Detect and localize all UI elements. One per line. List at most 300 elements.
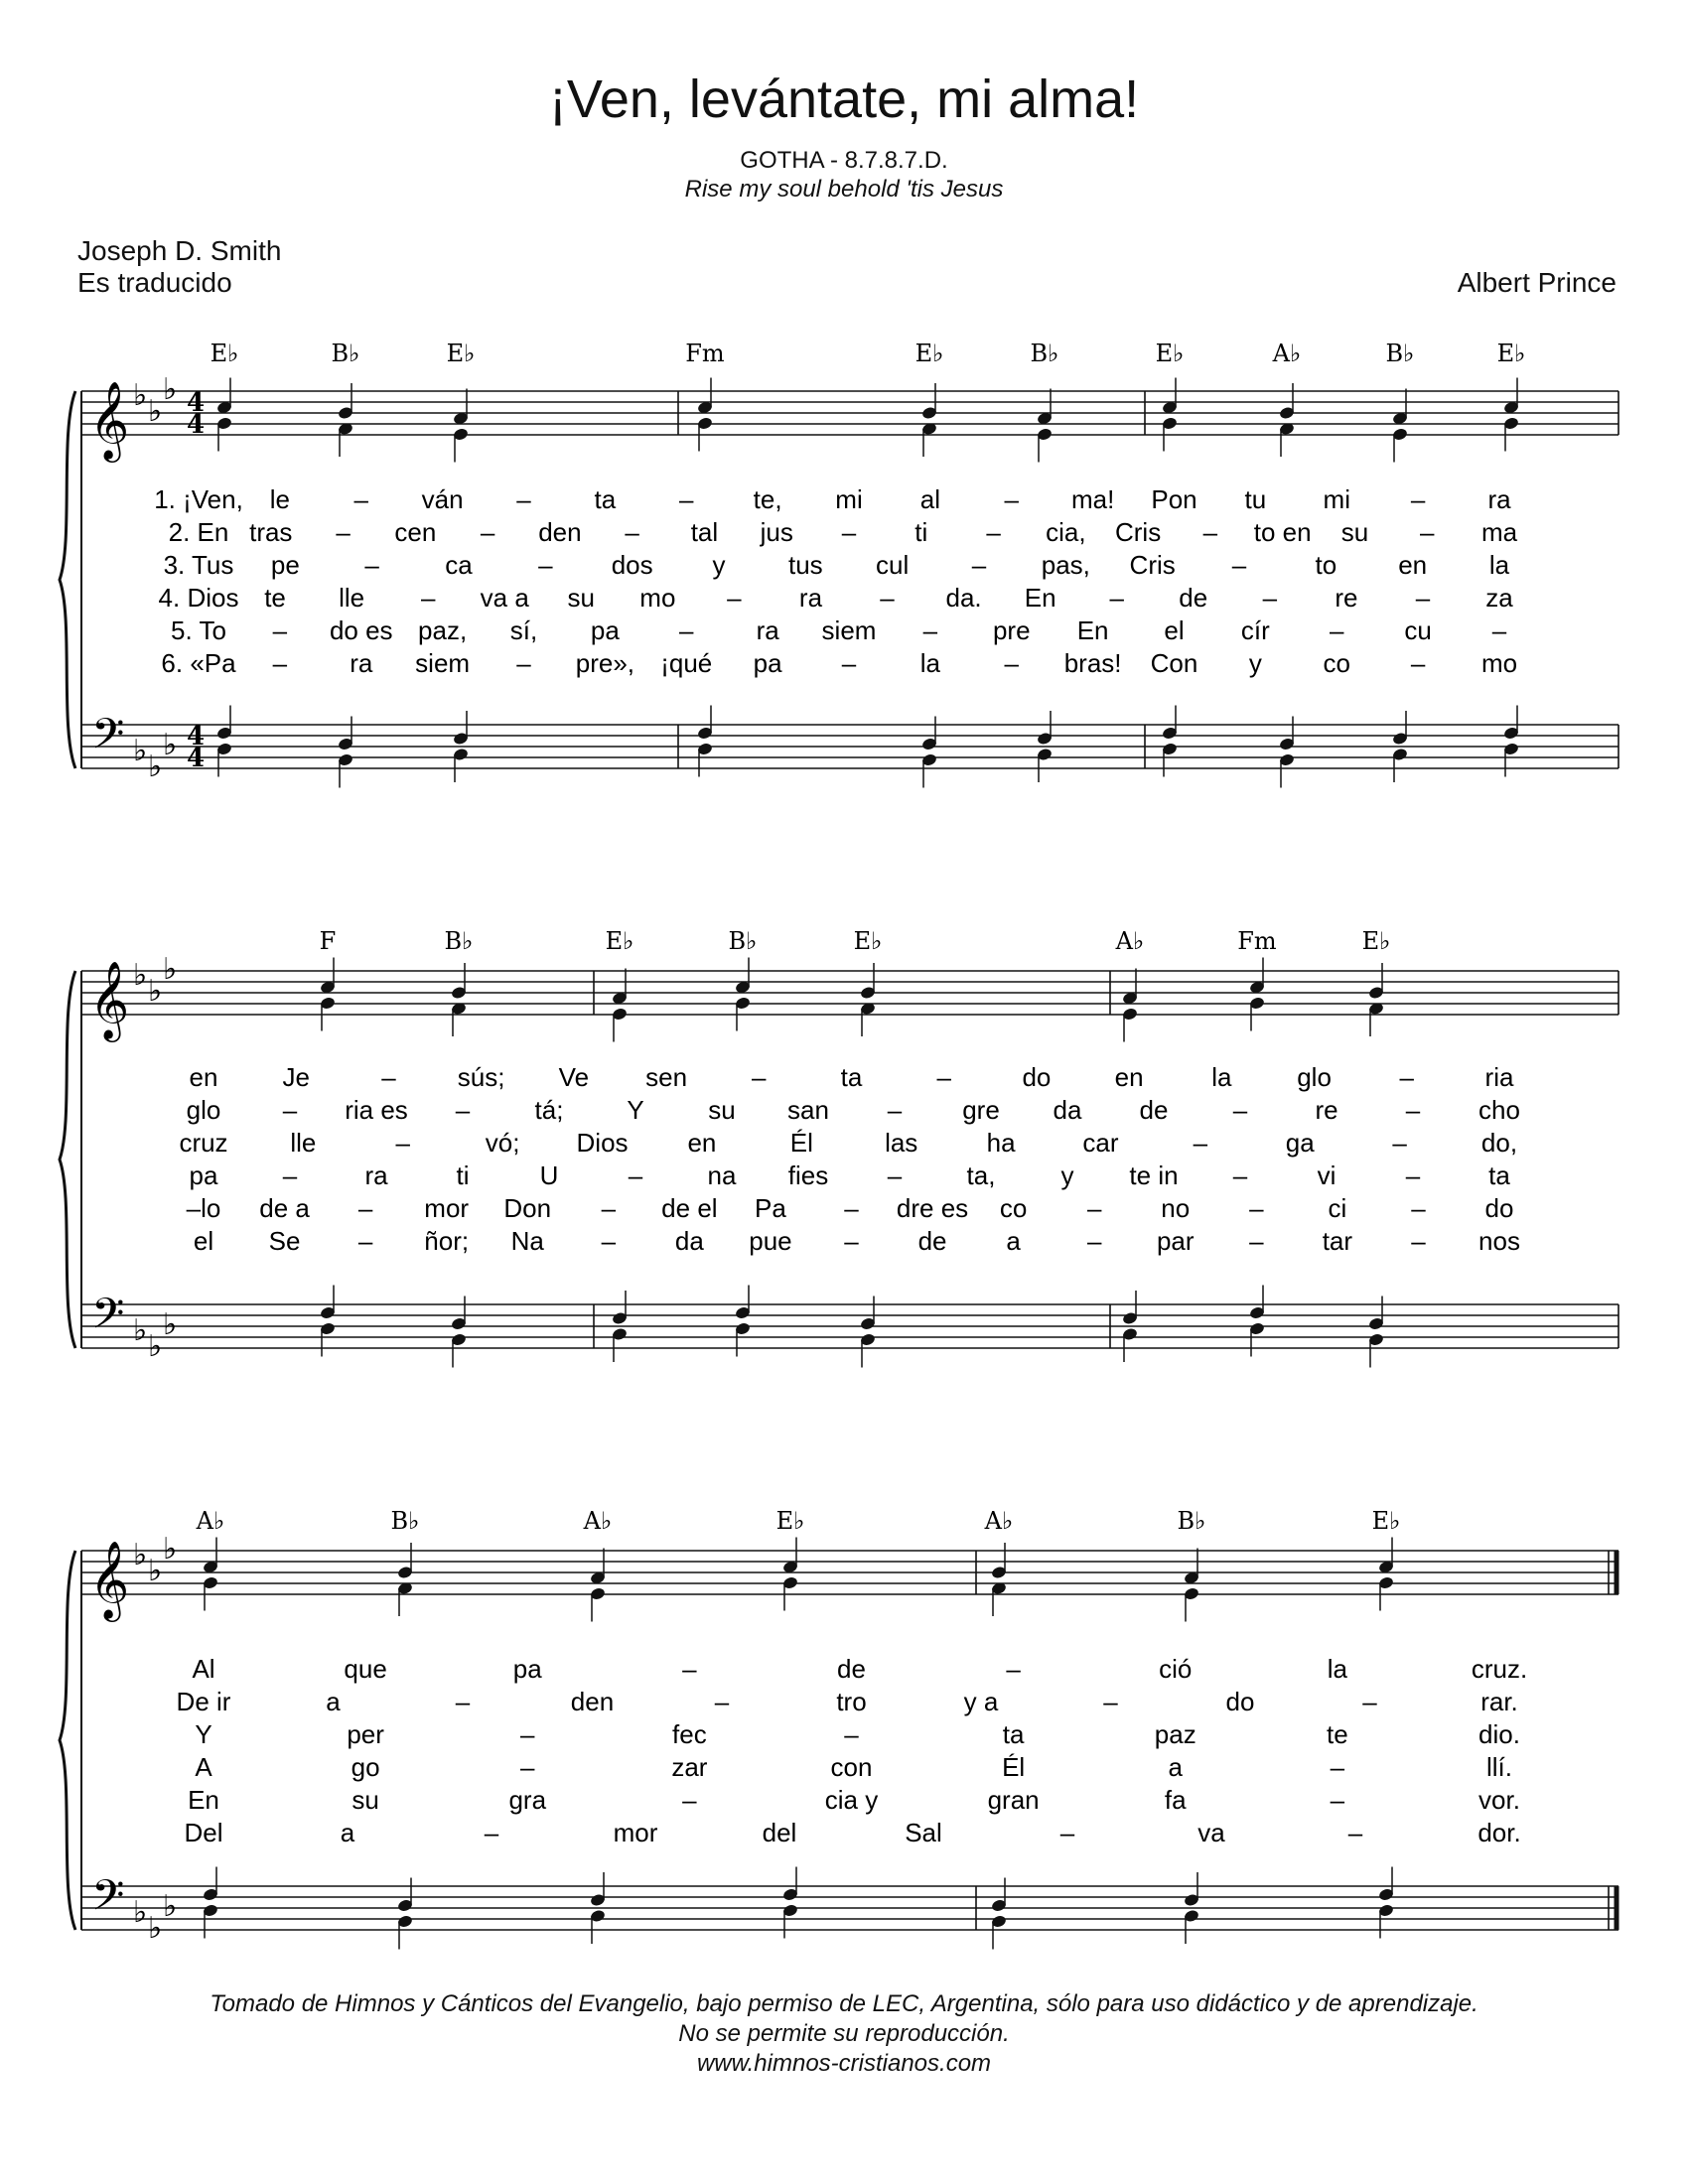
lyric-syllable: no bbox=[1161, 1193, 1191, 1223]
lyric-hyphen: – bbox=[1405, 1160, 1421, 1190]
lyric-syllable: den bbox=[570, 1687, 615, 1716]
flat-sign: ♭ bbox=[133, 378, 148, 413]
lyric-hyphen: – bbox=[1231, 550, 1247, 580]
lyric-hyphen: – bbox=[420, 583, 436, 613]
lyric-syllable: ra bbox=[756, 615, 779, 645]
lyric-syllable: mor bbox=[613, 1818, 658, 1847]
lyric-syllable: Y bbox=[627, 1095, 644, 1125]
lyric-syllable: mi bbox=[1323, 484, 1350, 514]
lyric-hyphen: – bbox=[381, 1062, 396, 1092]
lyric-hyphen: – bbox=[682, 1785, 697, 1815]
lyric-syllable: te bbox=[264, 583, 286, 613]
lyric-syllable: y a bbox=[963, 1687, 999, 1716]
chord-symbol: E♭ bbox=[1155, 340, 1185, 367]
lyric-syllable: tu bbox=[1244, 484, 1267, 514]
flat-sign: ♭ bbox=[163, 1532, 178, 1567]
chord-symbol: B♭ bbox=[331, 340, 360, 367]
lyric-syllable: co bbox=[999, 1193, 1028, 1223]
lyric-syllable: pre», bbox=[575, 648, 635, 678]
lyric-syllable: do bbox=[1022, 1062, 1052, 1092]
lyric-syllable: ta bbox=[1488, 1160, 1510, 1190]
lyric-hyphen: – bbox=[1202, 517, 1218, 547]
lyric-syllable: vi bbox=[1317, 1160, 1336, 1190]
lyric-syllable: siem bbox=[821, 615, 877, 645]
lyric-hyphen: – bbox=[1411, 1226, 1426, 1256]
lyric-syllable: pue bbox=[749, 1226, 792, 1256]
lyric-hyphen: – bbox=[727, 583, 742, 613]
lyric-syllable: Don bbox=[503, 1193, 552, 1223]
lyric-hyphen: – bbox=[1232, 1095, 1248, 1125]
lyric-hyphen: – bbox=[887, 1160, 903, 1190]
lyric-hyphen: – bbox=[357, 1193, 373, 1223]
lyric-syllable: mor bbox=[424, 1193, 470, 1223]
lyric-syllable: cír bbox=[1240, 615, 1270, 645]
lyric-syllable: su bbox=[708, 1095, 736, 1125]
lyric-hyphen: – bbox=[1410, 648, 1426, 678]
bass-clef: 𝄢 bbox=[91, 1290, 125, 1349]
lyric-hyphen: – bbox=[1347, 1818, 1363, 1847]
lyric-syllable: mo bbox=[639, 583, 676, 613]
lyric-syllable: en bbox=[189, 1062, 218, 1092]
chord-symbol: F bbox=[319, 927, 337, 955]
chord-symbol: A♭ bbox=[1115, 927, 1145, 955]
lyric-syllable: Cris bbox=[1129, 550, 1176, 580]
translation-note: Es traducido bbox=[77, 267, 232, 298]
lyric-syllable: den bbox=[538, 517, 582, 547]
lyric-hyphen: – bbox=[844, 1193, 859, 1223]
lyric-syllable: te, bbox=[753, 484, 782, 514]
lyric-syllable: cruz bbox=[179, 1128, 228, 1158]
lyric-syllable: –lo bbox=[186, 1193, 221, 1223]
chord-symbol: B♭ bbox=[1030, 340, 1059, 367]
lyric-syllable: re bbox=[1315, 1095, 1338, 1125]
lyric-syllable: a bbox=[1168, 1752, 1183, 1782]
lyric-syllable: do bbox=[1225, 1687, 1255, 1716]
lyric-syllable: siem bbox=[415, 648, 471, 678]
lyric-hyphen: – bbox=[936, 1062, 951, 1092]
lyric-hyphen: – bbox=[1086, 1226, 1102, 1256]
lyric-syllable: na bbox=[707, 1160, 737, 1190]
lyric-syllable: pa bbox=[753, 648, 782, 678]
lyric-syllable: car bbox=[1082, 1128, 1119, 1158]
chord-symbol: Fm bbox=[1237, 927, 1277, 955]
chord-symbol: E♭ bbox=[853, 927, 883, 955]
lyric-syllable: ¡qué bbox=[660, 648, 713, 678]
lyric-syllable: En bbox=[1076, 615, 1109, 645]
tune-name: GOTHA - 8.7.8.7.D. bbox=[740, 147, 948, 174]
lyric-hyphen: – bbox=[395, 1128, 411, 1158]
lyric-syllable: U bbox=[539, 1160, 559, 1190]
lyric-syllable: paz bbox=[1154, 1719, 1196, 1749]
lyric-hyphen: – bbox=[1399, 1062, 1415, 1092]
system-brace bbox=[60, 971, 75, 1348]
lyric-hyphen: – bbox=[364, 550, 379, 580]
lyric-hyphen: – bbox=[336, 517, 351, 547]
lyric-syllable: da bbox=[1053, 1095, 1082, 1125]
time-signature-numerator: 4 bbox=[187, 722, 206, 751]
system-brace bbox=[60, 391, 75, 768]
treble-staff bbox=[81, 971, 1618, 1015]
lyric-syllable: las bbox=[885, 1128, 918, 1158]
lyric-syllable: ti bbox=[914, 517, 928, 547]
lyric-hyphen: – bbox=[1004, 648, 1019, 678]
lyric-syllable: pa bbox=[590, 615, 620, 645]
lyric-syllable: nos bbox=[1478, 1226, 1520, 1256]
treble-clef: 𝄞 bbox=[89, 1541, 130, 1619]
flat-sign: ♭ bbox=[163, 952, 178, 987]
lyric-syllable: Se bbox=[268, 1226, 301, 1256]
lyric-hyphen: – bbox=[922, 615, 938, 645]
lyric-syllable: gra bbox=[508, 1785, 547, 1815]
lyric-syllable: ra bbox=[350, 648, 373, 678]
lyric-syllable: cia, bbox=[1046, 517, 1086, 547]
lyric-syllable: cia y bbox=[824, 1785, 879, 1815]
author: Joseph D. Smith bbox=[77, 235, 282, 266]
lyric-syllable: per bbox=[347, 1719, 384, 1749]
lyric-syllable: lle bbox=[339, 583, 365, 613]
lyric-syllable: su bbox=[1340, 517, 1369, 547]
flat-sign: ♭ bbox=[148, 1911, 163, 1946]
lyric-hyphen: – bbox=[1362, 1687, 1377, 1716]
lyric-syllable: paz, bbox=[418, 615, 468, 645]
lyric-syllable: la bbox=[1488, 550, 1510, 580]
lyric-syllable: cho bbox=[1478, 1095, 1520, 1125]
lyric-syllable: tus bbox=[787, 550, 823, 580]
lyric-hyphen: – bbox=[841, 648, 857, 678]
treble-staff bbox=[81, 391, 1618, 435]
lyric-syllable: ha bbox=[986, 1128, 1016, 1158]
lyric-hyphen: – bbox=[1262, 583, 1278, 613]
lyric-hyphen: – bbox=[1419, 517, 1435, 547]
lyric-syllable: de a bbox=[259, 1193, 310, 1223]
hymn-title: ¡Ven, levántate, mi alma! bbox=[548, 69, 1140, 129]
lyric-hyphen: – bbox=[282, 1095, 298, 1125]
lyric-syllable: cu bbox=[1404, 615, 1432, 645]
bass-clef: 𝄢 bbox=[91, 710, 125, 769]
lyric-syllable: te bbox=[1327, 1719, 1348, 1749]
lyric-syllable: dre es bbox=[896, 1193, 969, 1223]
lyric-syllable: de bbox=[1179, 583, 1208, 613]
lyric-hyphen: – bbox=[516, 648, 531, 678]
lyric-syllable: 4. Dios bbox=[158, 583, 239, 613]
lyric-hyphen: – bbox=[1411, 1193, 1426, 1223]
chord-symbol: E♭ bbox=[210, 340, 239, 367]
lyric-syllable: su bbox=[567, 583, 596, 613]
footer-copyright-note: No se permite su reproducción. bbox=[678, 2020, 1010, 2047]
lyric-syllable: ci bbox=[1328, 1193, 1347, 1223]
lyric-syllable: cruz. bbox=[1471, 1654, 1528, 1684]
lyric-syllable: va bbox=[1197, 1818, 1225, 1847]
lyric-syllable: do es bbox=[329, 615, 393, 645]
lyric-hyphen: – bbox=[844, 1226, 859, 1256]
lyric-syllable: con bbox=[830, 1752, 873, 1782]
lyric-syllable: fa bbox=[1164, 1785, 1187, 1815]
lyric-syllable: pre bbox=[992, 615, 1031, 645]
lyric-hyphen: – bbox=[714, 1687, 730, 1716]
flat-sign: ♭ bbox=[148, 394, 163, 429]
flat-sign: ♭ bbox=[163, 372, 178, 407]
lyric-syllable: ció bbox=[1159, 1654, 1193, 1684]
lyric-hyphen: – bbox=[455, 1687, 471, 1716]
flat-sign: ♭ bbox=[148, 1329, 163, 1364]
chord-symbol: A♭ bbox=[984, 1507, 1014, 1535]
lyric-syllable: al bbox=[919, 484, 940, 514]
lyric-syllable: ria bbox=[1484, 1062, 1514, 1092]
lyric-hyphen: – bbox=[679, 615, 694, 645]
lyric-syllable: cul bbox=[876, 550, 910, 580]
lyric-syllable: su bbox=[352, 1785, 379, 1815]
lyric-syllable: te in bbox=[1129, 1160, 1179, 1190]
lyric-syllable: gre bbox=[962, 1095, 1000, 1125]
lyric-hyphen: – bbox=[1232, 1160, 1248, 1190]
lyric-syllable: ti bbox=[456, 1160, 470, 1190]
lyric-syllable: el bbox=[1164, 615, 1185, 645]
lyric-syllable: en bbox=[687, 1128, 717, 1158]
chord-symbol: A♭ bbox=[196, 1507, 225, 1535]
chord-symbol: B♭ bbox=[390, 1507, 420, 1535]
lyric-syllable: la bbox=[1327, 1654, 1347, 1684]
lyric-syllable: llí. bbox=[1486, 1752, 1512, 1782]
original-title: Rise my soul behold 'tis Jesus bbox=[684, 176, 1004, 203]
chord-symbol: A♭ bbox=[583, 1507, 613, 1535]
lyric-hyphen: – bbox=[357, 1226, 373, 1256]
chord-symbol: E♭ bbox=[446, 340, 476, 367]
lyric-syllable: Al bbox=[192, 1654, 215, 1684]
lyric-syllable: mi bbox=[835, 484, 863, 514]
time-signature-numerator: 4 bbox=[187, 388, 206, 418]
composer: Albert Prince bbox=[1457, 267, 1617, 298]
lyric-hyphen: – bbox=[625, 517, 639, 547]
lyric-syllable: Na bbox=[510, 1226, 544, 1256]
lyric-syllable: co bbox=[1323, 648, 1350, 678]
lyric-syllable: ca bbox=[445, 550, 473, 580]
lyric-hyphen: – bbox=[601, 1226, 617, 1256]
lyric-syllable: Él bbox=[789, 1128, 813, 1158]
lyric-hyphen: – bbox=[1392, 1128, 1407, 1158]
chord-symbol: B♭ bbox=[1385, 340, 1415, 367]
lyric-syllable: dor. bbox=[1477, 1818, 1521, 1847]
lyric-syllable: Dios bbox=[576, 1128, 629, 1158]
time-signature-denominator: 4 bbox=[187, 410, 206, 440]
lyric-syllable: za bbox=[1485, 583, 1513, 613]
lyric-syllable: tar bbox=[1322, 1226, 1353, 1256]
lyric-syllable: En bbox=[188, 1785, 219, 1815]
lyric-syllable: y bbox=[712, 550, 726, 580]
lyric-hyphen: – bbox=[601, 1193, 617, 1223]
flat-sign: ♭ bbox=[163, 1307, 178, 1342]
lyric-syllable: glo bbox=[1297, 1062, 1332, 1092]
lyric-syllable: y bbox=[1060, 1160, 1074, 1190]
lyric-hyphen: – bbox=[1330, 1752, 1345, 1782]
lyric-syllable: to bbox=[1315, 550, 1337, 580]
lyric-syllable: cen bbox=[394, 517, 437, 547]
chord-symbol: B♭ bbox=[444, 927, 474, 955]
chord-symbol: B♭ bbox=[1177, 1507, 1206, 1535]
lyric-syllable: De ir bbox=[176, 1687, 231, 1716]
lyric-hyphen: – bbox=[484, 1818, 499, 1847]
lyric-syllable: ra bbox=[364, 1160, 388, 1190]
time-signature-denominator: 4 bbox=[187, 744, 206, 773]
lyric-syllable: re bbox=[1335, 583, 1358, 613]
chord-symbol: E♭ bbox=[1496, 340, 1526, 367]
lyric-syllable: da bbox=[674, 1226, 704, 1256]
lyric-syllable: ta bbox=[594, 484, 617, 514]
lyric-syllable: del bbox=[762, 1818, 797, 1847]
lyric-hyphen: – bbox=[986, 517, 1001, 547]
lyric-syllable: Je bbox=[282, 1062, 310, 1092]
lyric-syllable: va a bbox=[480, 583, 529, 613]
lyric-syllable: de el bbox=[661, 1193, 718, 1223]
lyric-syllable: vó; bbox=[485, 1128, 520, 1158]
lyric-syllable: bras! bbox=[1063, 648, 1122, 678]
lyric-hyphen: – bbox=[516, 484, 531, 514]
lyric-syllable: a bbox=[1006, 1226, 1021, 1256]
lyric-hyphen: – bbox=[520, 1752, 535, 1782]
lyric-syllable: sen bbox=[645, 1062, 688, 1092]
lyric-syllable: ma! bbox=[1070, 484, 1115, 514]
lyric-syllable: da. bbox=[945, 583, 982, 613]
footer-website[interactable]: www.himnos-cristianos.com bbox=[696, 2050, 992, 2077]
lyric-syllable: 3. Tus bbox=[163, 550, 234, 580]
lyric-hyphen: – bbox=[1059, 1818, 1075, 1847]
lyric-syllable: Del bbox=[184, 1818, 223, 1847]
lyric-syllable: el bbox=[193, 1226, 214, 1256]
lyric-syllable: Pon bbox=[1151, 484, 1197, 514]
lyric-syllable: ta bbox=[1002, 1719, 1025, 1749]
lyric-syllable: pe bbox=[270, 550, 300, 580]
lyric-syllable: en bbox=[1398, 550, 1428, 580]
lyric-syllable: ván bbox=[421, 484, 464, 514]
lyric-syllable: ga bbox=[1285, 1128, 1315, 1158]
lyric-hyphen: – bbox=[1491, 615, 1507, 645]
lyric-syllable: rar. bbox=[1480, 1687, 1518, 1716]
lyric-hyphen: – bbox=[1415, 583, 1431, 613]
lyric-syllable: tal bbox=[690, 517, 719, 547]
lyric-syllable: a bbox=[326, 1687, 341, 1716]
lyric-syllable: ra bbox=[798, 583, 823, 613]
lyric-syllable: sí, bbox=[509, 615, 538, 645]
flat-sign: ♭ bbox=[148, 1554, 163, 1588]
lyric-syllable: que bbox=[344, 1654, 387, 1684]
lyric-hyphen: – bbox=[1249, 1193, 1264, 1223]
lyric-hyphen: – bbox=[455, 1095, 471, 1125]
lyric-hyphen: – bbox=[1103, 1687, 1118, 1716]
chord-symbol: A♭ bbox=[1272, 340, 1302, 367]
lyric-syllable: Sal bbox=[905, 1818, 942, 1847]
lyric-syllable: pas, bbox=[1041, 550, 1090, 580]
lyric-syllable: gran bbox=[987, 1785, 1040, 1815]
lyric-hyphen: – bbox=[1330, 1785, 1345, 1815]
lyric-syllable: dio. bbox=[1478, 1719, 1520, 1749]
lyric-hyphen: – bbox=[1249, 1226, 1264, 1256]
chord-symbol: E♭ bbox=[914, 340, 944, 367]
lyric-syllable: fies bbox=[787, 1160, 829, 1190]
lyric-hyphen: – bbox=[1193, 1128, 1208, 1158]
footer-source-note: Tomado de Himnos y Cánticos del Evangelio, bajo permiso de LEC, Argentina, sólo para uso didáctico y de aprendizaje. bbox=[210, 1990, 1478, 2017]
lyric-syllable: to en bbox=[1253, 517, 1312, 547]
lyric-syllable: Él bbox=[1002, 1752, 1026, 1782]
flat-sign: ♭ bbox=[163, 1889, 178, 1924]
bass-clef: 𝄢 bbox=[91, 1871, 125, 1931]
lyric-syllable: 1. ¡Ven, bbox=[154, 484, 243, 514]
lyric-syllable: 2. En bbox=[168, 517, 229, 547]
lyric-syllable: ñor; bbox=[424, 1226, 470, 1256]
lyric-hyphen: – bbox=[1330, 615, 1344, 645]
treble-clef: 𝄞 bbox=[89, 961, 130, 1039]
lyric-syllable: glo bbox=[186, 1095, 221, 1125]
lyric-hyphen: – bbox=[880, 583, 895, 613]
lyric-syllable: le bbox=[269, 484, 290, 514]
lyric-hyphen: – bbox=[1006, 1654, 1021, 1684]
lyric-syllable: 5. To bbox=[171, 615, 226, 645]
lyric-syllable: ria es bbox=[345, 1095, 408, 1125]
lyric-syllable: Cris bbox=[1115, 517, 1162, 547]
lyric-syllable: de bbox=[917, 1226, 947, 1256]
lyric-syllable: a bbox=[340, 1818, 355, 1847]
lyric-syllable: tá; bbox=[534, 1095, 564, 1125]
lyric-hyphen: – bbox=[971, 550, 987, 580]
lyric-hyphen: – bbox=[1086, 1193, 1102, 1223]
lyric-hyphen: – bbox=[272, 648, 288, 678]
lyric-syllable: do bbox=[1484, 1193, 1514, 1223]
chord-symbol: B♭ bbox=[728, 927, 758, 955]
treble-clef: 𝄞 bbox=[89, 381, 130, 460]
lyric-syllable: mo bbox=[1480, 648, 1518, 678]
flat-sign: ♭ bbox=[133, 734, 148, 768]
lyric-syllable: En bbox=[1024, 583, 1056, 613]
lyric-hyphen: – bbox=[628, 1160, 643, 1190]
lyric-hyphen: – bbox=[679, 484, 694, 514]
lyric-hyphen: – bbox=[887, 1095, 903, 1125]
flat-sign: ♭ bbox=[133, 1538, 148, 1572]
treble-staff bbox=[81, 1551, 1618, 1594]
lyric-syllable: de bbox=[837, 1654, 866, 1684]
lyric-syllable: A bbox=[195, 1752, 212, 1782]
lyric-hyphen: – bbox=[538, 550, 553, 580]
lyric-syllable: ta bbox=[840, 1062, 863, 1092]
lyric-syllable: do, bbox=[1480, 1128, 1518, 1158]
bass-staff bbox=[81, 725, 1618, 768]
chord-symbol: E♭ bbox=[775, 1507, 805, 1535]
lyric-hyphen: – bbox=[752, 1062, 767, 1092]
lyric-syllable: vor. bbox=[1478, 1785, 1520, 1815]
lyric-syllable: go bbox=[351, 1752, 380, 1782]
lyric-hyphen: – bbox=[1004, 484, 1019, 514]
flat-sign: ♭ bbox=[133, 958, 148, 993]
lyric-hyphen: – bbox=[353, 484, 368, 514]
lyric-hyphen: – bbox=[272, 615, 288, 645]
lyric-hyphen: – bbox=[841, 517, 857, 547]
lyric-hyphen: – bbox=[480, 517, 495, 547]
flat-sign: ♭ bbox=[148, 974, 163, 1009]
lyric-hyphen: – bbox=[1405, 1095, 1421, 1125]
lyric-hyphen: – bbox=[282, 1160, 298, 1190]
lyric-syllable: Con bbox=[1150, 648, 1198, 678]
lyric-syllable: san bbox=[787, 1095, 829, 1125]
lyric-syllable: ma bbox=[1480, 517, 1518, 547]
flat-sign: ♭ bbox=[133, 1313, 148, 1348]
lyric-syllable: par bbox=[1156, 1226, 1195, 1256]
lyric-hyphen: – bbox=[844, 1719, 859, 1749]
lyric-syllable: zar bbox=[671, 1752, 708, 1782]
lyric-syllable: dos bbox=[611, 550, 653, 580]
lyric-hyphen: – bbox=[520, 1719, 535, 1749]
lyric-syllable: lle bbox=[290, 1128, 317, 1158]
lyric-syllable: Pa bbox=[755, 1193, 786, 1223]
lyric-hyphen: – bbox=[1410, 484, 1426, 514]
lyric-syllable: 6. «Pa bbox=[161, 648, 236, 678]
lyric-syllable: pa bbox=[189, 1160, 218, 1190]
